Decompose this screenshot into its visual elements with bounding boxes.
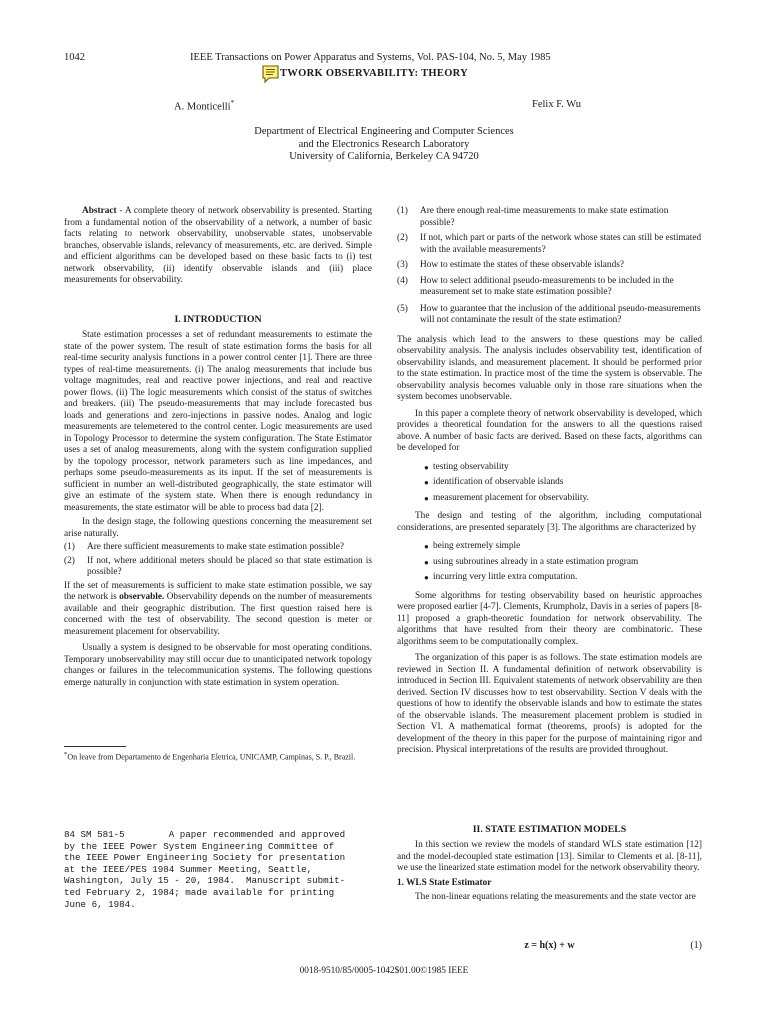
- paper-title: TWORK OBSERVABILITY: THEORY: [280, 68, 469, 79]
- paragraph: The organization of this paper is as follows. The state estimation models are reviewed in Section II. A fundamental definition of network observability is introduced in Section III. Equivalent statements of network observability are then derived. Section IV discusses how to test observability. Section V deals with the questions of how to identify the observable islands and how to estimate the states of the observable islands. The measurement placement problem is studied in Section VI. A mathematical format (theorems, proofs) is adopted for the development of the theory in this paper for the purpose of maintaining rigor and precision. Physical interpretations of the results are provided throughout.: [397, 653, 702, 755]
- list-item: ● being extremely simple: [397, 541, 702, 553]
- affiliation-line: Department of Electrical Engineering and Computer Sciences: [254, 126, 514, 137]
- list-item: (5) How to guarantee that the inclusion of the additional pseudo-measurements will not contaminate the result of the state estimation?: [397, 303, 701, 325]
- paragraph: Some algorithms for testing observability based on heuristic approaches were proposed earlier [4-7]. Clements, Krumpholz, Davis in a series of papers [8-11] proposed a graph-theoretic foundation for network observability. The algorithms that have resulted from their theory are combinatoric. These algorithms seem to be computationally complex.: [397, 590, 702, 647]
- list-item: (2) If not, where additional meters should be placed so that state estimation is possible?: [64, 555, 372, 577]
- paper-submission-note: 84 SM 581-5 A paper recommended and approved by the IEEE Power System Engineering Committee of the IEEE Power Engineering Society for presentation at the IEEE/PES 1984 Summer Meeting, Seattle, Washington, July 15 - 20, 1984. Manuscript submit- ted February 2, 1984; made available for printing June 6, 1984.: [64, 829, 346, 910]
- abstract: [64, 206, 372, 287]
- paragraph: In this section we review the models of standard WLS state estimation [12] and the model-decoupled state estimation [13]. Similar to Clements et al. [8-11], we use the linearized state estimation model for the network observability theory.: [397, 840, 702, 873]
- footnote: *On leave from Departamento de Engenharia Eletrica, UNICAMP, Campinas, S. P., Brazil.: [64, 751, 356, 762]
- bullet-list: [397, 462, 702, 505]
- equation-text: z = h(x) + w: [524, 940, 575, 951]
- abstract-label: Abstract: [82, 206, 117, 216]
- paragraph: The non-linear equations relating the measurements and the state vector are: [415, 892, 696, 902]
- introduction-body: [64, 330, 372, 689]
- author-footnote-mark: *: [230, 99, 235, 107]
- paragraph: If the set of measurements is sufficient to make state estimation possible, we say the network is observable. Observability depends on the number of measurements available and their geographic distribution. The first question raised here is concerned with the test of observability. The second question is meter or measurement placement for observability.: [64, 580, 372, 637]
- abstract-text: - A complete theory of network observability is presented. Starting from a fundamental notion of the observability of a network, a number of basic facts relating to network observability, unobservable states, unobservable branches, observable islands, relevancy of measurements, etc. are derived. Simple and efficient algorithms can be developed based on these basic facts to (i) test network observability, (ii) identify observable islands and (iii) place measurements for observability.: [64, 206, 372, 285]
- list-item: (3) How to estimate the states of these observable islands?: [397, 260, 624, 270]
- paragraph: State estimation processes a set of redundant measurements to estimate the state of the power system. The result of state estimation forms the basis for all real-time security analysis functions in a power control center [1]. There are three types of real-time measurements. (i) The analog measurements that include bus voltage magnitudes, real and reactive power injections, and real and reactive power flows. (ii) The logic measurements which consist of the status of switches and breakers. (iii) The pseudo-measurements that may include forecasted bus loads and generations and zero-injections in passive nodes. Analog and logic measurements are telemetered to the control center. Logic measurements are used in Topology Processor to determine the system configuration. The State Estimator uses a set of analog measurements, along with the system configuration supplied by the topology processor, network parameters such as line impedances, and perhaps some pseudo-measurements as its input. If the set of measurements is sufficient in number an well-distributed geographically, the state estimator will give an estimate of the system state. When there is enough redundancy in measurements, the state estimator will be able to process bad data [2].: [64, 330, 372, 513]
- list-item: (1) Are there sufficient measurements to make state estimation possible?: [64, 542, 344, 552]
- section-two-body: [397, 840, 702, 904]
- author-left-name: A. Monticelli: [174, 101, 231, 113]
- right-column-top: [397, 206, 702, 757]
- author-left: [174, 99, 234, 113]
- equation-number: (1): [690, 940, 702, 951]
- affiliation-line: and the Electronics Research Laboratory: [298, 138, 470, 150]
- footnote-rule: [64, 746, 126, 747]
- sticky-note-icon[interactable]: [262, 65, 279, 84]
- copyright-footer: 0018-9510/85/0005-1042$01.00©1985 IEEE: [299, 966, 469, 976]
- paragraph: In this paper a complete theory of network observability is developed, which provides a theoretical foundation for the answers to all the questions raised above. A number of basic facts are derived. Based on these facts, algorithms can be developed for: [397, 408, 702, 453]
- page-number: 1042: [64, 52, 85, 63]
- question-list: [397, 206, 702, 327]
- list-item: ● identification of observable islands: [397, 477, 702, 489]
- affiliation: [0, 126, 768, 164]
- paragraph: Usually a system is designed to be observable for most operating conditions. Temporary unobservability may still occur due to unanticipated network topology changes or failures in the telecommunication systems. The following questions emerge naturally in conjunction with state estimation in system operation.: [64, 643, 372, 688]
- section-heading-introduction: I. INTRODUCTION: [174, 314, 262, 325]
- list-item: (1) Are there enough real-time measurements to make state estimation possible?: [397, 206, 669, 228]
- journal-header: IEEE Transactions on Power Apparatus and Systems, Vol. PAS-104, No. 5, May 1985: [190, 52, 551, 63]
- subsection-heading: 1. WLS State Estimator: [397, 877, 492, 888]
- paragraph: In the design stage, the following questions concerning the measurement set arise naturally.: [64, 517, 372, 539]
- author-right: Felix F. Wu: [532, 99, 582, 110]
- paragraph: The design and testing of the algorithm, including computational considerations, are presented separately [3]. The algorithms are characterized by: [397, 511, 702, 533]
- list-item: (2) If not, which part or parts of the network whose states can still be estimated with the available measurements?: [397, 233, 702, 255]
- list-item: ● measurement placement for observability.: [397, 493, 702, 505]
- list-item: ● testing observability: [397, 462, 702, 474]
- question-list: [64, 542, 372, 579]
- list-item: (4) How to select additional pseudo-measurements to be included in the measurement set to make state estimation possible?: [397, 275, 674, 297]
- list-item: ● incurring very little extra computation.: [397, 572, 702, 584]
- affiliation-line: University of California, Berkeley CA 94720: [289, 151, 479, 162]
- paragraph: The analysis which lead to the answers to these questions may be called observability analysis. The analysis includes observability test, identification of observability islands, and measurement placement. It should be performed prior to the state estimation. In practice most of the time the system is observable. The observability analysis becomes valuable only in those rare situations when the system becomes unobservable.: [397, 334, 702, 402]
- section-heading-state-estimation-models: II. STATE ESTIMATION MODELS: [472, 824, 627, 835]
- list-item: ● using subroutines already in a state estimation program: [397, 557, 702, 569]
- bullet-list: [397, 541, 702, 584]
